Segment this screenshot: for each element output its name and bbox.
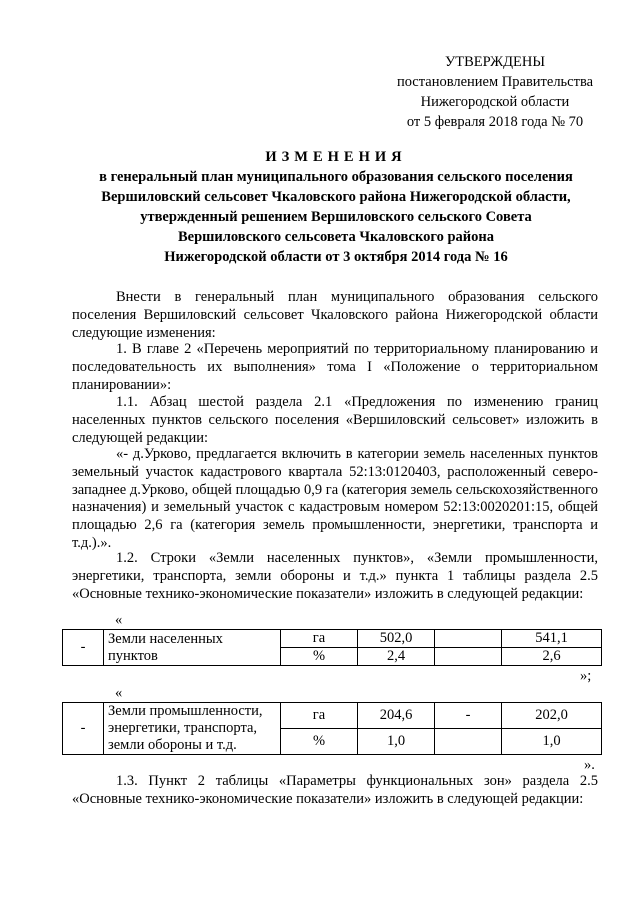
- paragraph-1-2: 1.2. Строки «Земли населенных пунктов», «Земли промышленности, энергетики, транспорта, земли обороны и т.д.» пункта 1 таблицы раздела 2.5 «Основные технико-экономические показатели» изложить в следующей редакции:: [72, 550, 598, 602]
- title-line: Нижегородской области от 3 октября 2014 года № 16: [164, 249, 508, 265]
- row-name: Земли населенных пунктов: [104, 630, 281, 666]
- open-quote: «: [115, 685, 123, 701]
- value-cell: 2,4: [358, 648, 435, 666]
- title-line: утвержденный решением Вершиловского сельского Совета: [140, 209, 532, 225]
- approval-line: Нижегородской области: [420, 94, 570, 110]
- table-settlement-lands: [62, 629, 602, 666]
- value-cell: -: [435, 703, 502, 729]
- value-cell: 202,0: [502, 703, 602, 729]
- paragraph-1-1: 1.1. Абзац шестой раздела 2.1 «Предложения по изменению границ населенных пунктов сельского поселения «Вершиловский сельсовет» изложить в следующей редакции:: [72, 394, 598, 446]
- paragraph-1-3: 1.3. Пункт 2 таблицы «Параметры функциональных зон» раздела 2.5 «Основные технико-экономические показатели» изложить в следующей редакции:: [72, 773, 598, 807]
- row-marker: -: [63, 703, 104, 755]
- approval-heading: УТВЕРЖДЕНЫ: [444, 54, 546, 70]
- table-industry-lands: [62, 702, 602, 755]
- approval-stamp: [380, 52, 610, 132]
- value-cell: [435, 630, 502, 648]
- row-marker: -: [63, 630, 104, 666]
- title-line: в генеральный план муниципального образования сельского поселения: [99, 169, 573, 185]
- value-cell: [435, 648, 502, 666]
- unit-cell: %: [281, 648, 358, 666]
- value-cell: 502,0: [358, 630, 435, 648]
- value-cell: [435, 729, 502, 755]
- title-line: Вершиловский сельсовет Чкаловского района Нижегородской области,: [101, 189, 571, 205]
- unit-cell: га: [281, 630, 358, 648]
- approval-date: от 5 февраля 2018 года № 70: [406, 114, 584, 130]
- row-name: Земли промышленности, энергетики, транспорта, земли обороны и т.д.: [104, 703, 281, 755]
- approval-line: постановлением Правительства: [396, 74, 594, 90]
- paragraph-1: 1. В главе 2 «Перечень мероприятий по территориальному планированию и последовательность их выполнения» тома I «Положение о территориальном планировании»:: [72, 341, 598, 393]
- intro-paragraph: Внести в генеральный план муниципального образования сельского поселения Вершиловский сельсовет Чкаловского района Нижегородской области следующие изменения:: [72, 289, 598, 341]
- table-row: [63, 630, 602, 648]
- unit-cell: %: [281, 729, 358, 755]
- quoted-paragraph: «- д.Урково, предлагается включить в категории земель населенных пунктов земельный участок кадастрового квартала 52:13:0120403, расположенный северо-западнее д.Урково, общей площадью 0,9 га (категория земель сельскохозяйственного назначения) и земельный участок с кадастровым номером 52:13:0020201:15, общей площадью 2,6 га (категория земель промышленности, энергетики, транспорта и т.д.).».: [72, 446, 598, 551]
- value-cell: 1,0: [502, 729, 602, 755]
- value-cell: 204,6: [358, 703, 435, 729]
- open-quote: «: [115, 612, 123, 628]
- close-quote: »;: [580, 668, 592, 684]
- unit-cell: га: [281, 703, 358, 729]
- title-heading: ИЗМЕНЕНИЯ: [265, 149, 407, 165]
- close-quote: ».: [584, 757, 595, 773]
- table-row: [63, 703, 602, 729]
- title-line: Вершиловского сельсовета Чкаловского района: [177, 229, 495, 245]
- value-cell: 2,6: [502, 648, 602, 666]
- document-title: [66, 147, 606, 267]
- value-cell: 541,1: [502, 630, 602, 648]
- value-cell: 1,0: [358, 729, 435, 755]
